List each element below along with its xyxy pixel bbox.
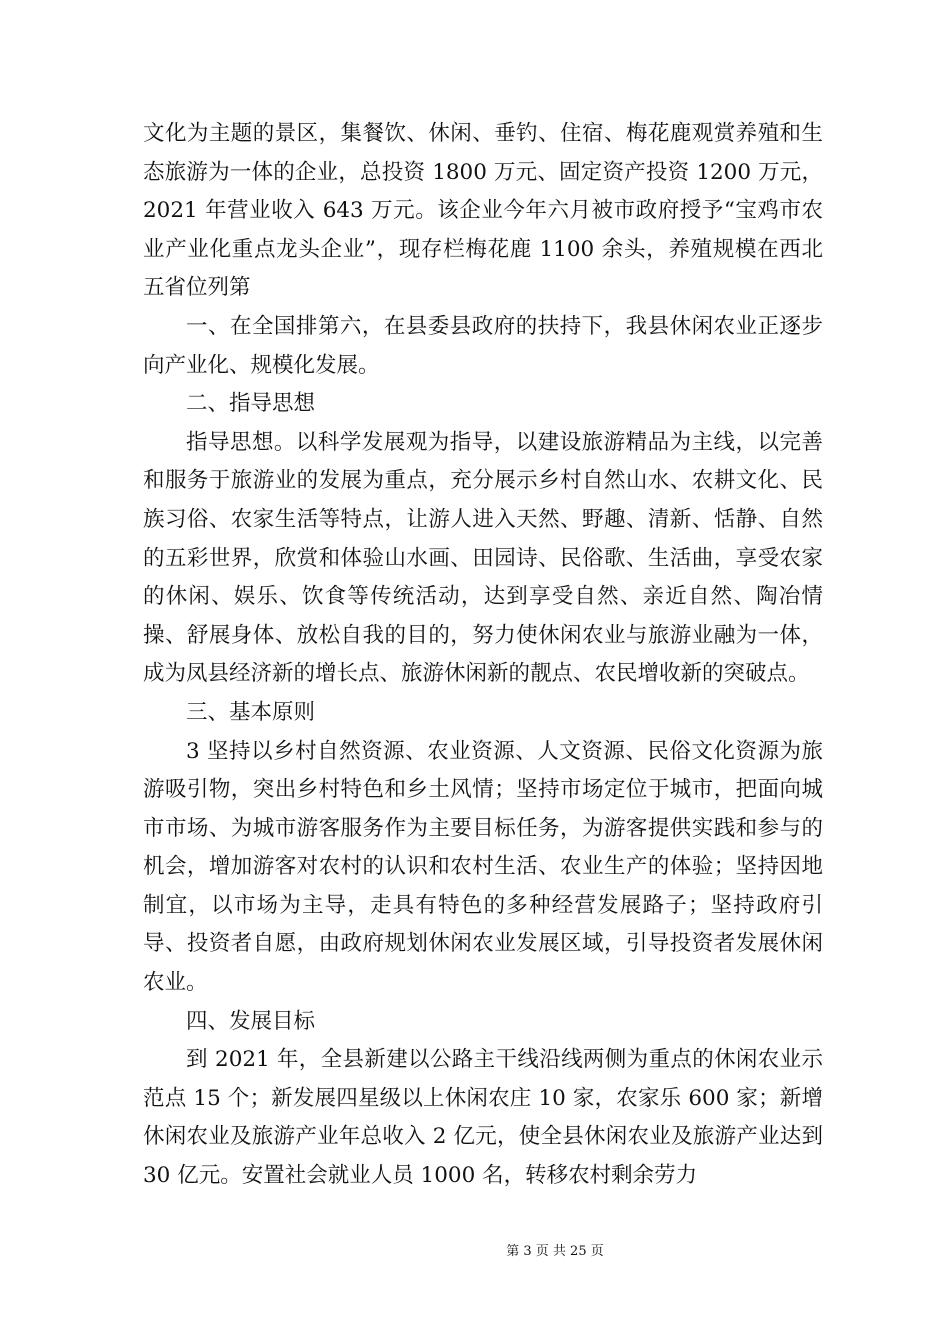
document-body xyxy=(143,115,823,1196)
paragraph-guiding-ideology: 指导思想。以科学发展观为指导，以建设旅游精品为主线，以完善和服务于旅游业的发展为重点，充分展示乡村自然山水、农耕文化、民族习俗、农家生活等特点，让游人进入天然、野趣、清新、恬静、自然的五彩世界，欣赏和体验山水画、田园诗、民俗歌、生活曲，享受农家的休闲、娱乐、饮食等传统活动，达到享受自然、亲近自然、陶冶情操、舒展身体、放松自我的目的，努力使休闲农业与旅游业融为一体，成为凤县经济新的增长点、旅游休闲新的靓点、农民增收新的突破点。 xyxy=(143,429,823,687)
heading-development-goals: 四、发展目标 xyxy=(186,1008,316,1034)
paragraph-basic-principles: 3 坚持以乡村自然资源、农业资源、人文资源、民俗文化资源为旅游吸引物，突出乡村特色和乡土风情；坚持市场定位于城市，把面向城市市场、为城市游客服务作为主要目标任务，为游客提供实践和参与的机会，增加游客对农村的认识和农村生活、农业生产的体验；坚持因地制宜，以市场为主导，走具有特色的多种经营发展路子；坚持政府引导、投资者自愿，由政府规划休闲农业发展区域，引导投资者发展休闲农业。 xyxy=(143,738,823,996)
page-number-footer: 第 3 页 共 25 页 xyxy=(506,1244,604,1259)
paragraph-intro-continued: 文化为主题的景区，集餐饮、休闲、垂钓、住宿、梅花鹿观赏养殖和生态旅游为一体的企业，总投资 1800 万元、固定资产投资 1200 万元，2021 年营业收入 643 万元。该企业今年六月被市政府授予“宝鸡市农业产业化重点龙头企业”，现存栏梅花鹿 1100 余头，养殖规模在西北五省位列第 xyxy=(143,121,823,301)
heading-basic-principles: 三、基本原则 xyxy=(186,699,316,725)
paragraph-development-status: 一、在全国排第六，在县委县政府的扶持下，我县休闲农业正逐步向产业化、规模化发展。 xyxy=(143,313,823,378)
heading-guiding-ideology: 二、指导思想 xyxy=(186,391,316,417)
paragraph-development-goals: 到 2021 年，全县新建以公路主干线沿线两侧为重点的休闲农业示范点 15 个；新发展四星级以上休闲农庄 10 家，农家乐 600 家；新增休闲农业及旅游产业年总收入 2 亿元，使全县休闲农业及旅游产业达到 30 亿元。安置社会就业人员 1000 名，转移农村剩余劳力 xyxy=(143,1047,823,1189)
